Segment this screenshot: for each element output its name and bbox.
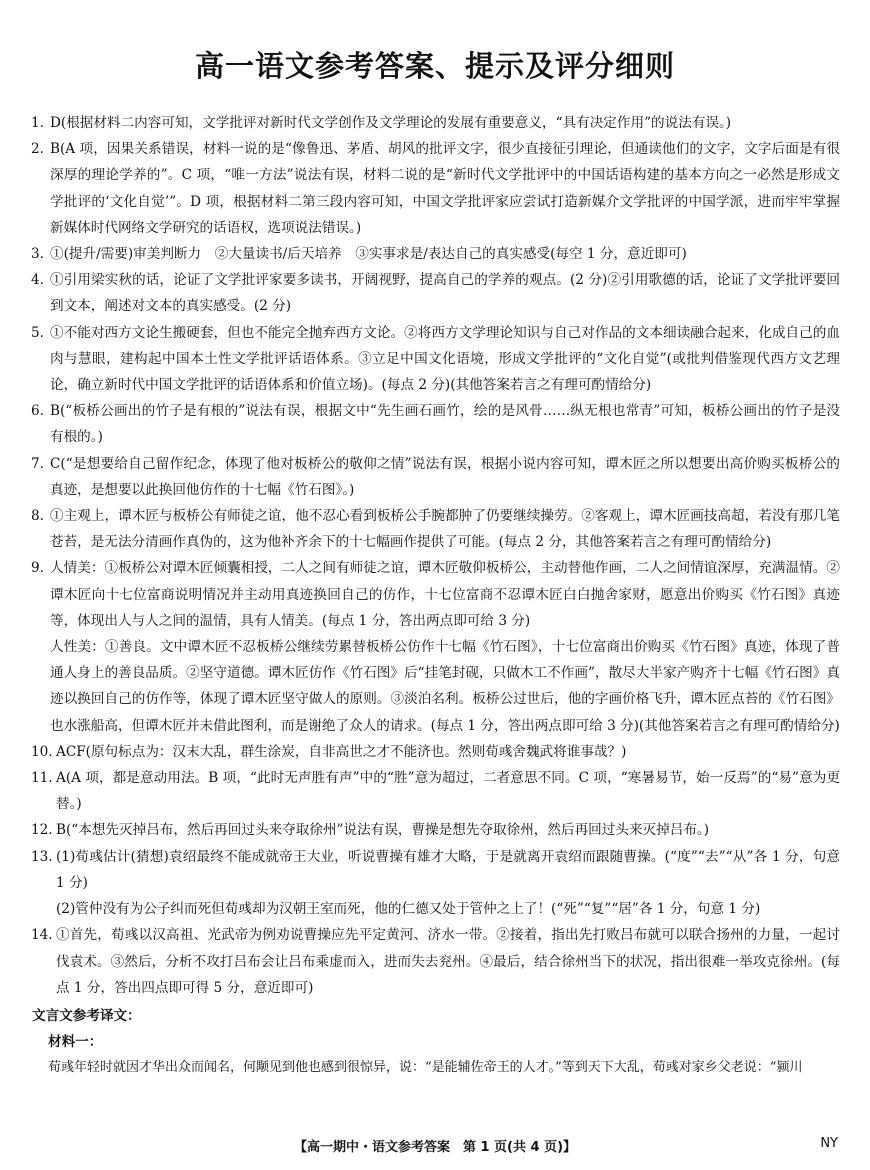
answer-number: 2. — [31, 141, 44, 158]
answer-number: 7. — [31, 455, 44, 472]
answer-item — [32, 503, 840, 555]
answer-text: B(A 项，因果关系错误，材料一说的是“像鲁迅、茅盾、胡风的批评文字，很少直接征引理论，但通读他们的文字，文字后面是有很深厚的理论学养的”。C 项，“唯一方法”说法有误，材料二说的是“新时代文学批评中的中国话语构建的基本方向之一必然是形成文学批评的‘文化自觉’”。D 项，根据材料二第三段内容可知，中国文学批评家应尝试打造新媒介文学批评的中国学派，进而牢牢掌握新媒体时代网络文学研究的话语权，选项说法错误。) — [50, 141, 840, 236]
answer-text: C(“是想要给自己留作纪念，体现了他对板桥公的敬仰之情”说法有误，根据小说内容可知，谭木匠之所以想要出高价购买板桥公的真迹，是想要以此换回他仿作的十七幅《竹石图》。) — [50, 455, 840, 498]
answer-text: (1)荀彧估计(猜想)袁绍最终不能成就帝王大业，听说曹操有雄才大略，于是就离开袁绍而跟随曹操。(“度”“去”“从”各 1 分，句意 1 分) — [56, 848, 840, 891]
answer-text: ①不能对西方文论生搬硬套，但也不能完全抛弃西方文论。②将西方文学理论知识与自己对作品的文本细读融合起来，化成自己的血肉与慧眼，建构起中国本土性文学批评话语体系。③立足中国文化语境，形成文学批评的“文化自觉”(或批判借鉴现代西方文艺理论，确立新时代中国文学批评的话语体系和价值立场)。(每点 2 分)(其他答案若言之有理可酌情给分) — [50, 324, 840, 394]
answer-number: 4. — [31, 272, 44, 289]
material-label: 材料一： — [48, 1034, 103, 1051]
answer-number: 6. — [31, 403, 44, 420]
answer-item — [32, 136, 840, 241]
answer-number: 12. — [31, 822, 53, 839]
answer-text: B(“本想先灭掉吕布，然后再回过头来夺取徐州”说法有误，曹操是想先夺取徐州，然后再回过头来灭掉吕布。) — [56, 822, 710, 839]
answer-number: 9. — [31, 560, 44, 577]
footer-code: NY — [820, 1136, 838, 1151]
answer-item-paragraph — [32, 634, 840, 739]
answer-number: 5. — [31, 324, 44, 341]
answer-item — [32, 765, 840, 817]
answer-item — [32, 817, 840, 843]
answer-item — [32, 844, 840, 896]
answer-number: 14. — [31, 927, 53, 944]
answer-item — [32, 555, 840, 634]
page-title: 高一语文参考答案、提示及评分细则 — [194, 49, 675, 83]
answer-item — [32, 320, 840, 399]
answer-text: 人情美：①板桥公对谭木匠倾囊相授，二人之间有师徒之谊，谭木匠敬仰板桥公，主动替他作画，二人之间情谊深厚，充满温情。②谭木匠向十七位富商说明情况并主动用真迹换回自己的仿作，十七位富商不忍谭木匠白白抛舍家财，愿意出价购买《竹石图》真迹等，体现出人与人之间的温情，具有人情美。(每点 1 分，答出两点即可给 3 分) — [50, 560, 840, 629]
answer-text: A(A 项，都是意动用法。B 项，“此时无声胜有声”中的“胜”意为超过，二者意思不同。C 项，“寒暑易节，始一反焉”的“易”意为更替。) — [56, 770, 840, 813]
answer-text: ACF(原句标点为：汉末大乱，群生涂炭，自非高世之才不能济也。然则荀彧舍魏武将谁事哉？) — [56, 743, 627, 760]
answer-text: ①引用梁实秋的话，论证了文学批评家要多读书，开阔视野，提高自己的学养的观点。(2 分)②引用歌德的话，论证了文学批评要回到文本，阐述对文本的真实感受。(2 分) — [50, 272, 840, 315]
answer-text: ①主观上，谭木匠与板桥公有师徒之谊，他不忍心看到板桥公手腕都肿了仍要继续操劳。②客观上，谭木匠画技高超，若没有那几笔苍苔，是无法分清画作真伪的，这为他补齐余下的十七幅画作提供了可能。(每点 2 分，其他答案若言之有理可酌情给分) — [50, 508, 840, 551]
answer-item — [32, 267, 840, 319]
answer-text: D(根据材料二内容可知，文学批评对新时代文学创作及文学理论的发展有重要意义，“具有决定作用”的说法有误。) — [50, 115, 732, 131]
answer-item-paragraph — [32, 896, 840, 922]
answer-text: 人性美：①善良。文中谭木匠不忍板桥公继续劳累替板桥公仿作十七幅《竹石图》，十七位富商出价购买《竹石图》真迹，体现了普通人身上的善良品质。②坚守道德。谭木匠仿作《竹石图》后“挂笔封砚，只做木工不作画”，散尽大半家产购齐十七幅《竹石图》真迹以换回自己的仿作等，体现了谭木匠坚守做人的原则。③淡泊名利。板桥公过世后，他的字画价格飞升，谭木匠点苔的《竹石图》也水涨船高，但谭木匠并未借此图利，而是谢绝了众人的请求。(每点 1 分，答出两点即可给 3 分)(其他答案若言之有理可酌情给分) — [50, 639, 840, 734]
answer-number: 10. — [31, 743, 53, 760]
answer-item — [32, 451, 840, 503]
page-footer — [0, 1136, 870, 1160]
translation-text: 荀彧年轻时就因才华出众而闻名，何颙见到他也感到很惊异，说：“是能辅佐帝王的人才。”等到天下大乱，荀彧对家乡父老说：“颍川 — [48, 1060, 803, 1076]
answer-number: 1. — [31, 115, 44, 131]
answer-list — [32, 110, 840, 1082]
footer-page-info: 【高一期中・语文参考答案 第 1 页(共 4 页)】 — [293, 1140, 577, 1155]
answer-item — [32, 922, 840, 1001]
answer-item — [32, 398, 840, 450]
answer-text: (2)管仲没有为公子纠而死但荀彧却为汉朝王室而死，他的仁德又处于管仲之上了！(“死”“复”“居”各 1 分，句意 1 分) — [56, 901, 761, 918]
answer-text: ①首先，荀彧以汉高祖、光武帝为例劝说曹操应先平定黄河、济水一带。②接着，指出先打败吕布就可以联合扬州的力量，一起讨伐袁术。③然后，分析不攻打吕布会让吕布乘虚而入，进而失去兖州。④最后，结合徐州当下的状况，指出很难一举攻克徐州。(每点 1 分，答出四点即可得 5 分，意近即可) — [56, 927, 840, 996]
answer-text: ①(提升/需要)审美判断力 ②大量读书/后天培养 ③实事求是/表达自己的真实感受(每空 1 分，意近即可) — [50, 246, 687, 263]
answer-number: 13. — [31, 848, 53, 865]
answer-number: 8. — [31, 508, 44, 525]
answer-item — [32, 739, 840, 765]
answer-number: 3. — [31, 246, 44, 263]
translation-heading: 文言文参考译文： — [32, 1007, 141, 1024]
answer-item — [32, 110, 840, 136]
answer-text: B(“板桥公画出的竹子是有根的”说法有误，根据文中“先生画石画竹，绘的是风骨……纵无根也常青”可知，板桥公画出的竹子是没有根的。) — [50, 403, 840, 446]
answer-item — [32, 241, 840, 267]
answer-number: 11. — [31, 770, 53, 787]
